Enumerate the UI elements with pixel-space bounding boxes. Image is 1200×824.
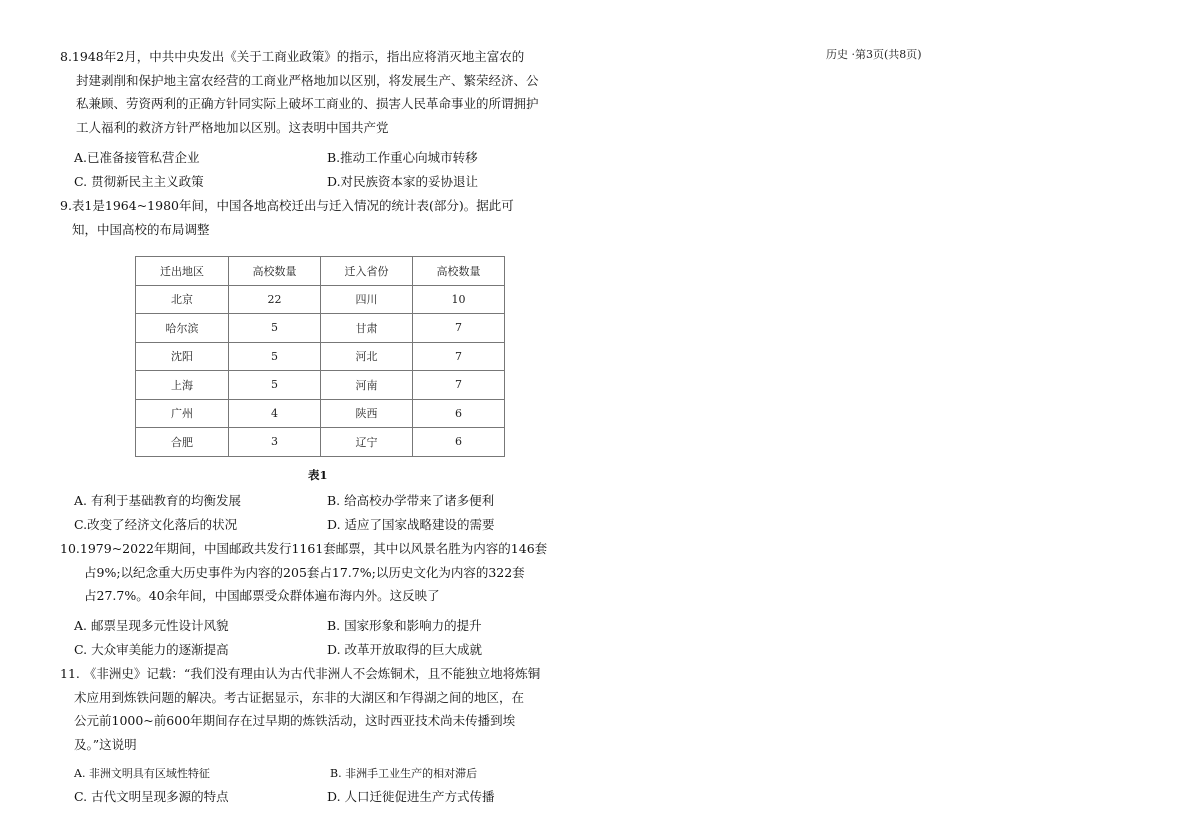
q10-option-a[interactable]: A. 邮票呈现多元性设计风貌 bbox=[74, 618, 229, 633]
q11-option-a[interactable]: A. 非洲文明具有区域性特征 bbox=[74, 767, 210, 780]
q8-option-c[interactable]: C. 贯彻新民主主义政策 bbox=[74, 174, 204, 189]
table-cell: 上海 bbox=[136, 371, 229, 400]
q8-option-d[interactable]: D.对民族资本家的妥协退让 bbox=[327, 174, 479, 189]
table-cell: 河南 bbox=[321, 371, 413, 400]
table-row bbox=[136, 399, 505, 428]
table-cell: 6 bbox=[413, 428, 505, 457]
q11-line: 11. 《非洲史》记载：“我们没有理由认为古代非洲人不会炼铜术，且不能独立地将炼铜 bbox=[60, 666, 541, 681]
table-cell: 4 bbox=[229, 399, 321, 428]
table-cell: 广州 bbox=[136, 399, 229, 428]
table-cell: 北京 bbox=[136, 285, 229, 314]
q11-line: 及。”这说明 bbox=[74, 736, 137, 752]
table-row bbox=[136, 342, 505, 371]
q8-line: 工人福利的救济方针严格地加以区别。这表明中国共产党 bbox=[76, 119, 389, 135]
q10-line: 占9%;以纪念重大历史事件为内容的205套占17.7%;以历史文化为内容的322套 bbox=[84, 564, 525, 580]
table-header-row bbox=[136, 257, 505, 286]
table-cell: 河北 bbox=[321, 342, 413, 371]
q11-option-b[interactable]: B. 非洲手工业生产的相对滞后 bbox=[330, 767, 478, 780]
q9-option-a[interactable]: A. 有利于基础教育的均衡发展 bbox=[74, 493, 241, 508]
table-cell: 甘肃 bbox=[321, 314, 413, 343]
table-cell: 7 bbox=[413, 314, 505, 343]
q9-option-b[interactable]: B. 给高校办学带来了诸多便利 bbox=[327, 493, 495, 508]
q10-option-b[interactable]: B. 国家形象和影响力的提升 bbox=[327, 618, 482, 633]
table-cell: 5 bbox=[229, 342, 321, 371]
question-9-stem bbox=[60, 194, 580, 241]
table-header-cell: 高校数量 bbox=[229, 257, 321, 286]
table-cell: 5 bbox=[229, 371, 321, 400]
table-cell: 陕西 bbox=[321, 399, 413, 428]
table-row bbox=[136, 428, 505, 457]
table-cell: 哈尔滨 bbox=[136, 314, 229, 343]
table-cell: 合肥 bbox=[136, 428, 229, 457]
q11-option-c[interactable]: C. 古代文明呈现多源的特点 bbox=[74, 789, 229, 804]
table-row bbox=[136, 314, 505, 343]
q11-line: 公元前1000~前600年期间存在过早期的炼铁活动，这时西亚技术尚未传播到埃 bbox=[74, 713, 516, 728]
q8-line: 封建剥削和保护地主富农经营的工商业严格地加以区别，将发展生产、繁荣经济、公 bbox=[76, 72, 539, 88]
table-header-cell: 迁入省份 bbox=[321, 257, 413, 286]
table-cell: 10 bbox=[413, 285, 505, 314]
table-cell: 6 bbox=[413, 399, 505, 428]
q9-line: 知，中国高校的布局调整 bbox=[72, 221, 210, 237]
q11-option-d[interactable]: D. 人口迁徙促进生产方式传播 bbox=[327, 789, 495, 804]
question-8-stem bbox=[60, 45, 580, 139]
table-cell: 7 bbox=[413, 371, 505, 400]
table-cell: 辽宁 bbox=[321, 428, 413, 457]
question-11-stem bbox=[60, 662, 580, 756]
table-caption: 表1 bbox=[308, 468, 328, 482]
table-header-cell: 高校数量 bbox=[413, 257, 505, 286]
q9-line: 9.表1是1964~1980年间，中国各地高校迁出与迁入情况的统计表(部分)。据此可 bbox=[60, 198, 514, 213]
q11-line: 术应用到炼铁问题的解决。考古证据显示，东非的大湖区和乍得湖之间的地区，在 bbox=[74, 689, 525, 705]
table-cell: 四川 bbox=[321, 285, 413, 314]
table-cell: 5 bbox=[229, 314, 321, 343]
q9-option-d[interactable]: D. 适应了国家战略建设的需要 bbox=[327, 517, 495, 532]
table-row bbox=[136, 285, 505, 314]
table-cell: 沈阳 bbox=[136, 342, 229, 371]
question-10-stem bbox=[60, 537, 580, 608]
table-cell: 22 bbox=[229, 285, 321, 314]
table-cell: 3 bbox=[229, 428, 321, 457]
q8-option-b[interactable]: B.推动工作重心向城市转移 bbox=[327, 150, 478, 165]
q8-line: 私兼顾、劳资两利的正确方针同实际上破坏工商业的、损害人民革命事业的所谓拥护 bbox=[76, 96, 539, 111]
table-row bbox=[136, 371, 505, 400]
table-cell: 7 bbox=[413, 342, 505, 371]
q9-option-c[interactable]: C.改变了经济文化落后的状况 bbox=[74, 517, 238, 532]
page-number-header: 历史 ·第3页(共8页) bbox=[826, 48, 922, 61]
q8-option-a[interactable]: A.已准备接管私营企业 bbox=[74, 150, 200, 165]
table-header-cell: 迁出地区 bbox=[136, 257, 229, 286]
table-1 bbox=[135, 256, 505, 457]
q10-option-c[interactable]: C. 大众审美能力的逐渐提高 bbox=[74, 642, 229, 657]
q10-option-d[interactable]: D. 改革开放取得的巨大成就 bbox=[327, 642, 483, 657]
q8-line: 8.1948年2月，中共中央发出《关于工商业政策》的指示，指出应将消灭地主富农的 bbox=[60, 49, 525, 64]
q10-line: 10.1979~2022年期间，中国邮政共发行1161套邮票，其中以风景名胜为内容的146套 bbox=[60, 541, 548, 556]
q10-line: 占27.7%。40余年间，中国邮票受众群体遍布海内外。这反映了 bbox=[84, 588, 440, 603]
